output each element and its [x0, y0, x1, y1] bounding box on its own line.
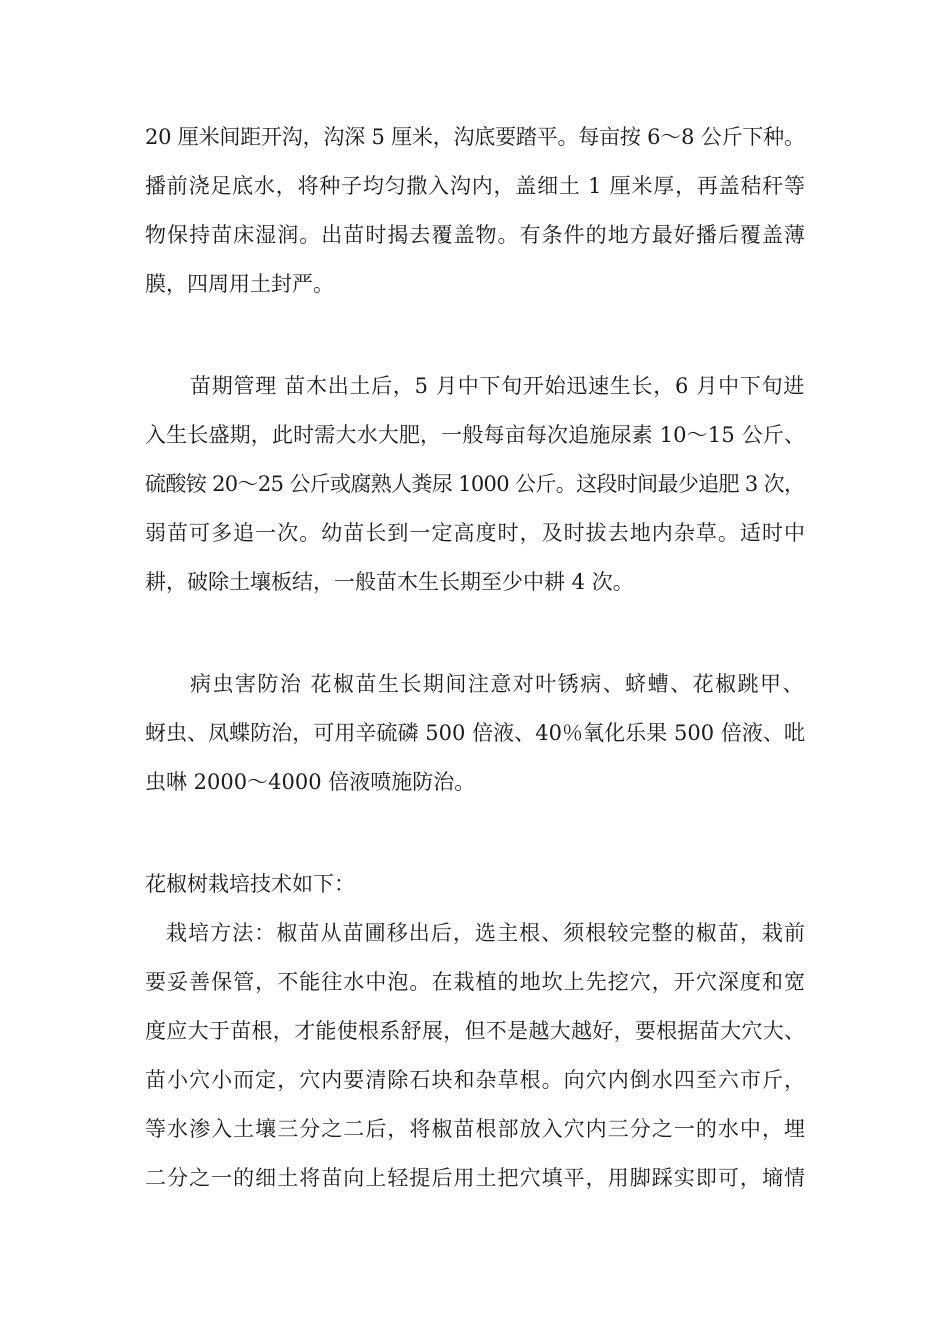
paragraph-3-line-2: 蚜虫、凤蝶防治，可用辛硫磷 500 倍液、40％氧化乐果 500 倍液、吡: [145, 721, 806, 745]
section-heading: 花椒树栽培技术如下：: [145, 872, 355, 896]
paragraph-2-line-5: 耕，破除土壤板结，一般苗木生长期至少中耕 4 次。: [145, 570, 634, 594]
paragraph-2-line-3: 硫酸铵 20～25 公斤或腐熟人粪尿 1000 公斤。这段时间最少追肥 3 次，: [145, 472, 805, 496]
paragraph-4-line-5: 等水渗入土壤三分之二后，将椒苗根部放入穴内三分之一的水中，埋: [145, 1117, 807, 1141]
paragraph-1-line-4: 膜，四周用土封严。: [145, 272, 334, 296]
paragraph-4-line-6: 二分之一的细土将苗向上轻提后用土把穴填平，用脚踩实即可，墒情: [145, 1166, 807, 1190]
paragraph-4-line-1: 栽培方法：椒苗从苗圃移出后，选主根、须根较完整的椒苗，栽前: [166, 921, 807, 945]
paragraph-3-line-1: 病虫害防治 花椒苗生长期间注意对叶锈病、蛴螬、花椒跳甲、: [190, 672, 805, 696]
paragraph-2-line-4: 弱苗可多追一次。幼苗长到一定高度时，及时拔去地内杂草。适时中: [145, 521, 807, 545]
paragraph-2-line-2: 入生长盛期，此时需大水大肥，一般每亩每次追施尿素 10～15 公斤、: [145, 423, 806, 447]
paragraph-2-line-1: 苗期管理 苗木出土后，5 月中下旬开始迅速生长，6 月中下旬进: [190, 374, 806, 398]
paragraph-3-line-3: 虫啉 2000～4000 倍液喷施防治。: [145, 770, 476, 794]
paragraph-1-line-2: 播前浇足底水，将种子均匀撒入沟内，盖细土 1 厘米厚，再盖秸秆等: [145, 174, 806, 198]
paragraph-1-line-1: 20 厘米间距开沟，沟深 5 厘米，沟底要踏平。每亩按 6～8 公斤下种。: [145, 125, 805, 149]
paragraph-4-line-3: 度应大于苗根，才能使根系舒展，但不是越大越好，要根据苗大穴大、: [145, 1019, 806, 1043]
paragraph-4-line-4: 苗小穴小而定，穴内要清除石块和杂草根。向穴内倒水四至六市斤，: [145, 1068, 807, 1092]
paragraph-1-line-3: 物保持苗床湿润。出苗时揭去覆盖物。有条件的地方最好播后覆盖薄: [145, 223, 807, 247]
paragraph-4-line-2: 要妥善保管，不能往水中泡。在栽植的地坎上先挖穴，开穴深度和宽: [145, 970, 807, 994]
